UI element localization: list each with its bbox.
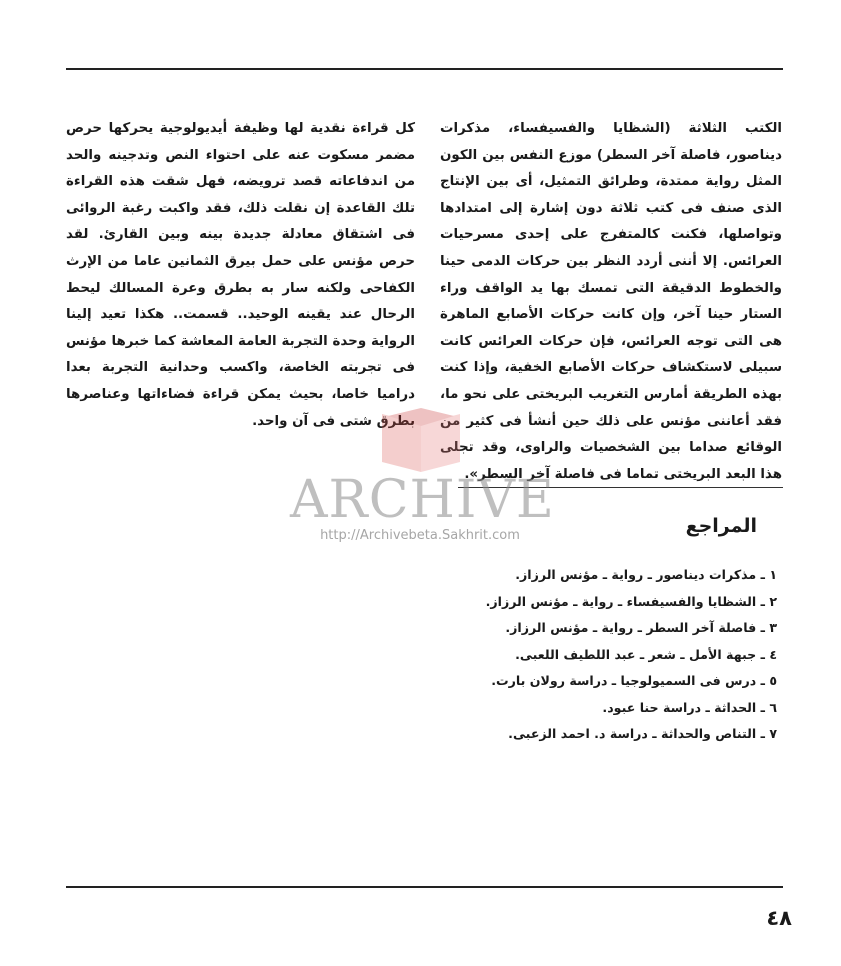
reference-item: ٢ ـ الشظايا والفسيفساء ـ رواية ـ مؤنس الرزاز. xyxy=(485,593,777,609)
watermark-url: http://Archivebeta.Sakhrit.com xyxy=(320,528,520,543)
references-list xyxy=(447,562,777,748)
references-title: المراجع xyxy=(685,515,757,537)
reference-item: ١ ـ مذكرات ديناصور ـ رواية ـ مؤنس الرزاز. xyxy=(515,567,777,582)
reference-item: ٤ ـ جبهة الأمل ـ شعر ـ عبد اللطيف اللعبى. xyxy=(515,646,777,662)
page-number: ٤٨ xyxy=(766,906,792,930)
reference-item: ٥ ـ درس فى السميولوجيا ـ دراسة رولان بارت. xyxy=(491,673,777,688)
article-column-left xyxy=(66,116,415,435)
reference-item: ٧ ـ التناص والحداثة ـ دراسة د. احمد الزعبى. xyxy=(508,726,777,741)
bottom-rule xyxy=(66,886,783,888)
reference-item: ٣ ـ فاصلة آخر السطر ـ رواية ـ مؤنس الرزاز. xyxy=(505,620,777,635)
watermark-text: ARCHIVE xyxy=(290,470,555,530)
references-divider xyxy=(458,487,783,488)
top-rule xyxy=(66,68,783,70)
reference-item: ٦ ـ الحداثة ـ دراسة حنا عبود. xyxy=(602,699,777,715)
left-column-paragraph: كل قراءة نقدية لها وظيفة أيديولوجية يحركها حرص مضمر مسكوت عنه على احتواء النص وتدجينه والحد من اندفاعاته قصد ترويضه، فهل شقت هذه القراءة تلك القاعدة إن نقلت ذلك، فقد واكبت رغبة الروائى فى اشتقاق معادلة جديدة بينه وبين القارئ. لقد حرص مؤنس على حمل بيرق الثمانين عاما من الإرث الكفاحى ولكنه سار به بطرق وعرة المسالك ليحط الرحال عند يقينه الوحيد.. قسمت.. هكذا تعيد إلينا الرواية وحدة التجربة العامة المعاشة كما خبرها مؤنس فى تجربته الخاصة، واكسب وحدانية التجربة بعدا دراميا خاصا، بحيث يمكن قراءة فضاءاتها وعناصرها بطرق شتى فى آن واحد. xyxy=(66,121,415,429)
article-column-right xyxy=(440,116,782,488)
right-column-paragraph: الكتب الثلاثة (الشظايا والفسيفساء، مذكرات ديناصور، فاصلة آخر السطر) موزع النفس بين الكون المثل رواية ممتدة، وطرائق التمثيل، أى بين الإنتاج الذى صنف فى كتب ثلاثة دون إشارة إلى امتدادها وتواصلها، فكنت كالمتفرج على إحدى مسرحيات العرائس. إلا أننى أردد النظر بين حركات الدمى حينا والخطوط الدقيقة التى تمسك بها يد الواقف وراء الستار حينا آخر، وإن كانت حركات الأصابع الماهرة هى التى توجه العرائس، فإن حركات العرائس كانت سبيلى لاستكشاف حركات الأصابع الخفية، وإذا كنت بهذه الطريقة أمارس التغريب البريختى على نحو ما، فقد أعاننى مؤنس على ذلك حين أنشأ فى كثير من الوقائع صداما بين الشخصيات والراوى، وقد تجلى هذا البعد البريختى تماما فى فاصلة آخر السطر». xyxy=(440,121,782,482)
